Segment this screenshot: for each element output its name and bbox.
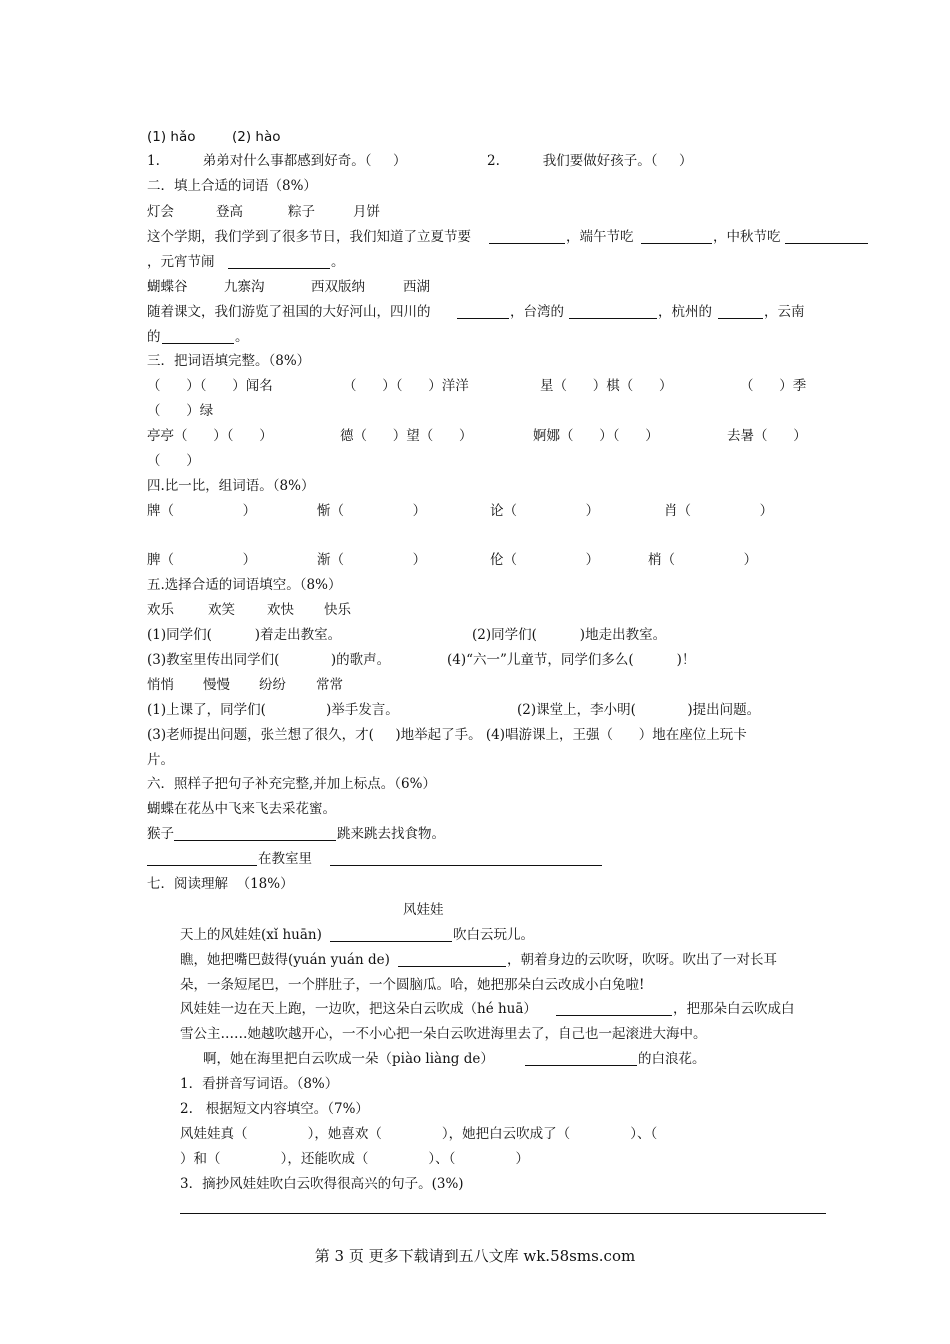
word-option: 欢快 xyxy=(267,602,294,618)
word-option: 蝴蝶谷 xyxy=(147,279,188,295)
passage-text: ，杭州的 xyxy=(658,304,712,320)
sub-question-2-line: 风娃娃真（ ），她喜欢（ ），她把白云吹成了（ ）、（ xyxy=(180,1126,658,1142)
word-option: 灯会 xyxy=(147,204,174,220)
answer-blank[interactable] xyxy=(228,268,330,269)
passage-text: 雪公主……她越吹越开心，一不小心把一朵白云吹进海里去了，自己也一起滚进大海中。 xyxy=(180,1026,707,1042)
fill-sentence: (3)教室里传出同学们( )的歌声。 xyxy=(147,652,391,668)
passage-text: 吹白云玩儿。 xyxy=(453,927,534,943)
answer-blank[interactable] xyxy=(330,941,452,942)
section-6-title: 六．照样子把句子补充完整,并加上标点。（6%） xyxy=(147,776,436,792)
word-option: 纷纷 xyxy=(259,677,286,693)
passage-text: ，端午节吃 xyxy=(566,229,634,245)
compare-item: 梢（ ） xyxy=(648,552,758,568)
section-7-title: 七．阅读理解 （18%） xyxy=(147,876,294,892)
idiom-item: 德（ ）望（ ） xyxy=(340,428,473,444)
passage-text: 的白浪花。 xyxy=(638,1051,706,1067)
pinyin-option-2: (2) hào xyxy=(232,129,281,145)
answer-blank[interactable] xyxy=(641,243,712,244)
idiom-item: 亭亭（ ）（ ） xyxy=(147,428,273,444)
idiom-item: （ ）（ ）洋洋 xyxy=(343,378,469,394)
fill-sentence: (2)同学们( )地走出教室。 xyxy=(472,627,667,643)
passage-text: 。 xyxy=(235,329,249,345)
word-option: 月饼 xyxy=(353,204,380,220)
answer-blank[interactable] xyxy=(162,343,234,344)
idiom-item: 星（ ）棋（ ） xyxy=(540,378,673,394)
fill-sentence: (2)课堂上，李小明( )提出问题。 xyxy=(517,702,761,718)
compare-item: 惭（ ） xyxy=(317,503,427,519)
passage-text: ，中秋节吃 xyxy=(713,229,781,245)
fill-sentence: (1)上课了，同学们( )举手发言。 xyxy=(147,702,399,718)
sub-question-2-line: ）和（ ），还能吹成（ ）、（ ） xyxy=(180,1151,529,1167)
word-option: 慢慢 xyxy=(203,677,230,693)
compare-item: 伦（ ） xyxy=(490,552,600,568)
answer-blank[interactable] xyxy=(457,318,509,319)
page-footer: 第 3 页 更多下载请到五八文库 wk.58sms.com xyxy=(314,1247,636,1265)
word-option: 登高 xyxy=(216,204,243,220)
passage-text: ，台湾的 xyxy=(510,304,564,320)
answer-blank[interactable] xyxy=(569,318,657,319)
answer-blank[interactable] xyxy=(398,966,506,967)
idiom-item: （ ）季 xyxy=(740,378,807,394)
sentence-part: 猴子 xyxy=(147,826,174,842)
compare-item: 肖（ ） xyxy=(664,503,774,519)
question-sentence-1: 1. 弟弟对什么事都感到好奇。（ ） xyxy=(147,153,407,169)
passage-text: 瞧，她把嘴巴鼓得(yuán yuán de) xyxy=(180,952,390,968)
passage-text: ，元宵节闹 xyxy=(147,254,215,270)
compare-item: 渐（ ） xyxy=(317,552,427,568)
passage-text: 这个学期，我们学到了很多节日，我们知道了立夏节要 xyxy=(147,229,471,245)
passage-text: ，云南 xyxy=(764,304,805,320)
word-option: 西湖 xyxy=(403,279,430,295)
section-5-title: 五.选择合适的词语填空。（8%） xyxy=(147,577,342,593)
fill-sentence: (3)老师提出问题，张兰想了很久，才( )地举起了手。 (4)唱游课上，王强（ ）地在座位上玩卡 xyxy=(147,727,747,743)
passage-text: 朵，一条短尾巴，一个胖肚子，一个圆脑瓜。哈，她把那朵白云改成小白兔啦! xyxy=(180,977,645,993)
section-4-title: 四.比一比，组词语。（8%） xyxy=(147,478,315,494)
example-sentence: 蝴蝶在花丛中飞来飞去采花蜜。 xyxy=(147,801,336,817)
idiom-item: 去暑（ ） xyxy=(727,428,807,444)
answer-blank[interactable] xyxy=(556,1015,672,1016)
idiom-item: （ ）（ ）闻名 xyxy=(147,378,273,394)
question-sentence-2: 2. 我们要做好孩子。（ ） xyxy=(487,153,693,169)
passage-text: 天上的风娃娃(xǐ huān) xyxy=(180,927,322,943)
passage-text: 风娃娃一边在天上跑，一边吹，把这朵白云吹成（hé huā） xyxy=(180,1001,537,1017)
answer-blank[interactable] xyxy=(330,865,602,866)
answer-blank[interactable] xyxy=(718,318,763,319)
answer-blank[interactable] xyxy=(174,840,336,841)
word-option: 西双版纳 xyxy=(311,279,365,295)
idiom-item: 婀娜（ ）（ ） xyxy=(533,428,659,444)
sub-question-3: 3．摘抄风娃娃吹白云吹得很高兴的句子。(3%) xyxy=(180,1176,464,1192)
compare-item: 论（ ） xyxy=(490,503,600,519)
fill-sentence: (4)“六一”儿童节，同学们多么( )！ xyxy=(447,652,696,668)
passage-text: 随着课文，我们游览了祖国的大好河山，四川的 xyxy=(147,304,431,320)
fill-sentence: (1)同学们( )着走出教室。 xyxy=(147,627,342,643)
passage-text: 啊，她在海里把白云吹成一朵（piào liàng de） xyxy=(203,1051,494,1067)
passage-text: 的 xyxy=(147,329,161,345)
compare-item: 牌（ ） xyxy=(147,503,257,519)
answer-line[interactable] xyxy=(180,1213,826,1214)
pinyin-option-1: (1) hǎo xyxy=(147,129,196,145)
word-option: 欢乐 xyxy=(147,602,174,618)
word-option: 粽子 xyxy=(288,204,315,220)
passage-text: ，朝着身边的云吹呀，吹呀。吹出了一对长耳 xyxy=(507,952,777,968)
section-2-title: 二．填上合适的词语（8%） xyxy=(147,178,317,194)
compare-item: 脾（ ） xyxy=(147,552,257,568)
section-3-title: 三．把词语填完整。（8%） xyxy=(147,353,311,369)
sub-question-2: 2. 根据短文内容填空。（7%） xyxy=(180,1101,369,1117)
sentence-part: 在教室里 xyxy=(258,851,312,867)
sub-question-1: 1．看拼音写词语。（8%） xyxy=(180,1076,339,1092)
answer-blank[interactable] xyxy=(147,865,257,866)
idiom-item: （ ）绿 xyxy=(147,403,214,419)
passage-text: 。 xyxy=(331,254,345,270)
idiom-item: （ ） xyxy=(147,453,200,469)
word-option: 悄悄 xyxy=(147,677,174,693)
passage-title: 风娃娃 xyxy=(403,902,444,918)
sentence-part: 跳来跳去找食物。 xyxy=(337,826,445,842)
answer-blank[interactable] xyxy=(489,243,565,244)
answer-blank[interactable] xyxy=(785,243,868,244)
word-option: 欢笑 xyxy=(208,602,235,618)
word-option: 快乐 xyxy=(324,602,351,618)
answer-blank[interactable] xyxy=(525,1065,637,1066)
fill-sentence: 片。 xyxy=(147,752,174,768)
passage-text: ，把那朵白云吹成白 xyxy=(673,1001,795,1017)
word-option: 九寨沟 xyxy=(224,279,265,295)
word-option: 常常 xyxy=(316,677,343,693)
